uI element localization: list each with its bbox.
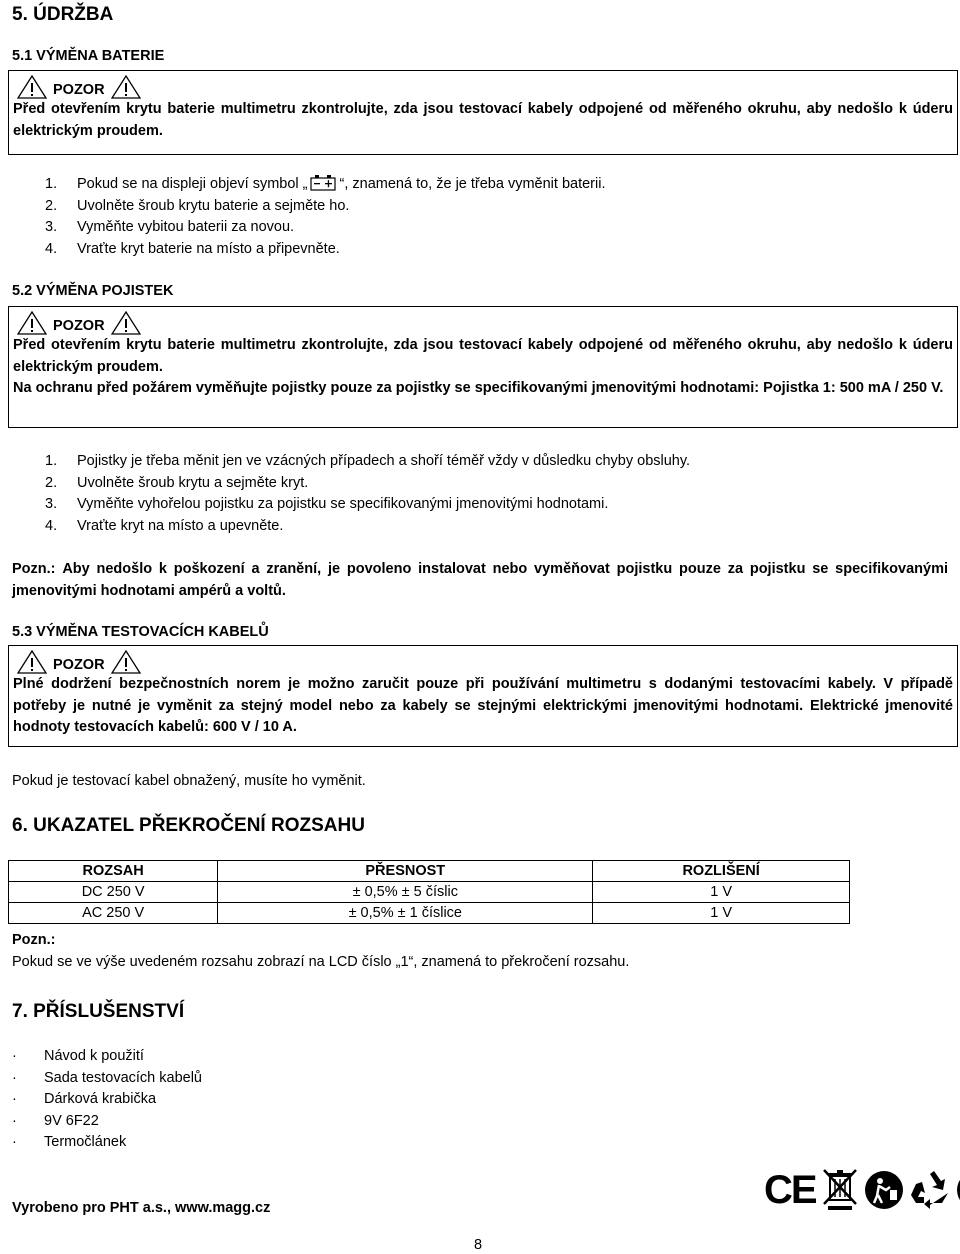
list-item: · Termočlánek: [12, 1132, 202, 1154]
warning-text: Plné dodržení bezpečnostních norem je možno zaručit pouze při používání multimetru s dodanými testovacími kabely. V případě potřeby je nutné je vyměnit za stejný model nebo za kabely se stejnými elektrickými jmenovitými hodnotami. Elektrické jmenovité hodnoty testovacích kabelů: 600 V / 10 A.: [13, 676, 953, 735]
table-note-label: Pozn.:: [12, 932, 56, 948]
warning-triangle-icon: [111, 650, 141, 674]
list-item: · 9V 6F22: [12, 1111, 202, 1133]
green-dot-icon: [956, 1170, 960, 1210]
table-cell: ± 0,5% ± 1 číslice: [218, 903, 593, 924]
cable-replace-note: Pokud je testovací kabel obnažený, musíte ho vyměnit.: [12, 773, 366, 789]
bullet: ·: [12, 1048, 17, 1064]
warning-box-fuses: [8, 306, 958, 428]
section-5-title: 5. ÚDRŽBA: [12, 4, 114, 25]
list-item: 1. Pokud se na displeji objeví symbol „ “, znamená to, že je třeba vyměnit baterii.: [45, 176, 606, 192]
table-header: PŘESNOST: [218, 861, 593, 882]
list-item: 2. Uvolněte šroub krytu a sejměte kryt.: [45, 474, 309, 491]
table-header-row: [9, 861, 850, 882]
table-cell: 1 V: [593, 882, 850, 903]
accessories-list: [12, 1046, 202, 1154]
list-item: 4. Vraťte kryt baterie na místo a připevněte.: [45, 240, 340, 257]
list-item: 3. Vyměňte vybitou baterii za novou.: [45, 219, 295, 235]
bullet: ·: [12, 1112, 17, 1129]
warning-label: POZOR: [53, 657, 105, 673]
table-cell: ± 0,5% ± 5 číslic: [218, 882, 593, 903]
certification-icons: [764, 1168, 960, 1212]
table-header: ROZSAH: [9, 861, 218, 882]
section-5-3-title: 5.3 VÝMĚNA TESTOVACÍCH KABELŮ: [12, 624, 269, 640]
table-cell: DC 250 V: [9, 882, 218, 903]
bullet: ·: [12, 1134, 17, 1150]
warning-triangle-icon: [111, 75, 141, 99]
battery-icon: [310, 174, 338, 192]
list-item: · Sada testovacích kabelů: [12, 1068, 202, 1090]
overrange-table: [8, 860, 850, 924]
table-cell: 1 V: [593, 903, 850, 924]
table-row: [9, 903, 850, 924]
list-item: 4. Vraťte kryt na místo a upevněte.: [45, 517, 284, 534]
page-number: 8: [474, 1237, 483, 1253]
fuse-steps-list: [45, 451, 690, 537]
list-item: · Dárková krabička: [12, 1089, 202, 1111]
note-label: Pozn.:: [12, 561, 56, 577]
warning-triangle-icon: [17, 75, 47, 99]
table-row: [9, 882, 850, 903]
bullet: ·: [12, 1091, 17, 1107]
warning-box-cables: [8, 645, 958, 747]
warning-label: POZOR: [53, 318, 105, 334]
battery-steps-list: [45, 174, 605, 260]
manufacturer-text: Vyrobeno pro PHT a.s., www.magg.cz: [12, 1200, 271, 1216]
list-item: 1. Pojistky je třeba měnit jen ve vzácných případech a shoří téměř vždy v důsledku chyby obsluhy.: [45, 453, 691, 469]
table-header: ROZLIŠENÍ: [593, 861, 850, 882]
warning-box-battery: [8, 70, 958, 155]
warning-text-fire: Na ochranu před požárem vyměňujte pojistky pouze za pojistky se specifikovanými jmenovitými hodnotami: Pojistka 1: 500 mA / 250 V.: [13, 380, 944, 396]
warning-label: POZOR: [53, 82, 105, 98]
section-6-title: 6. UKAZATEL PŘEKROČENÍ ROZSAHU: [12, 815, 365, 836]
warning-triangle-icon: [17, 311, 47, 335]
warning-text: Před otevřením krytu baterie multimetru zkontrolujte, zda jsou testovací kabely odpojené od měřeného okruhu, aby nedošlo k úderu elektrickým proudem.: [13, 101, 953, 139]
warning-text: Před otevřením krytu baterie multimetru zkontrolujte, zda jsou testovací kabely odpojené od měřeného okruhu, aby nedošlo k úderu elektrickým proudem.: [13, 337, 953, 375]
list-item: · Návod k použití: [12, 1046, 202, 1068]
list-item: 3. Vyměňte vyhořelou pojistku za pojistku se specifikovanými jmenovitými hodnotami.: [45, 496, 609, 512]
warning-triangle-icon: [17, 650, 47, 674]
recycle-icon: [910, 1170, 950, 1210]
list-item: 2. Uvolněte šroub krytu baterie a sejměte ho.: [45, 197, 350, 214]
section-5-2-title: 5.2 VÝMĚNA POJISTEK: [12, 283, 174, 299]
warning-triangle-icon: [111, 311, 141, 335]
section-5-1-title: 5.1 VÝMĚNA BATERIE: [12, 48, 165, 64]
weee-bin-icon: [822, 1168, 858, 1212]
table-note-text: Pokud se ve výše uvedeném rozsahu zobrazí na LCD číslo „1“, znamená to překročení rozsahu.: [12, 954, 630, 970]
section-7-title: 7. PŘÍSLUŠENSTVÍ: [12, 1001, 185, 1022]
ce-mark-icon: CE: [764, 1168, 816, 1212]
table-cell: AC 250 V: [9, 903, 218, 924]
bullet: ·: [12, 1069, 17, 1086]
note-text: Aby nedošlo k poškození a zranění, je povoleno instalovat nebo vyměňovat pojistku pouze za pojistku se specifikovanými jmenovitými hodnotami ampérů a voltů.: [12, 561, 948, 599]
tidyman-icon: [864, 1170, 904, 1210]
fuse-note: [12, 559, 948, 602]
